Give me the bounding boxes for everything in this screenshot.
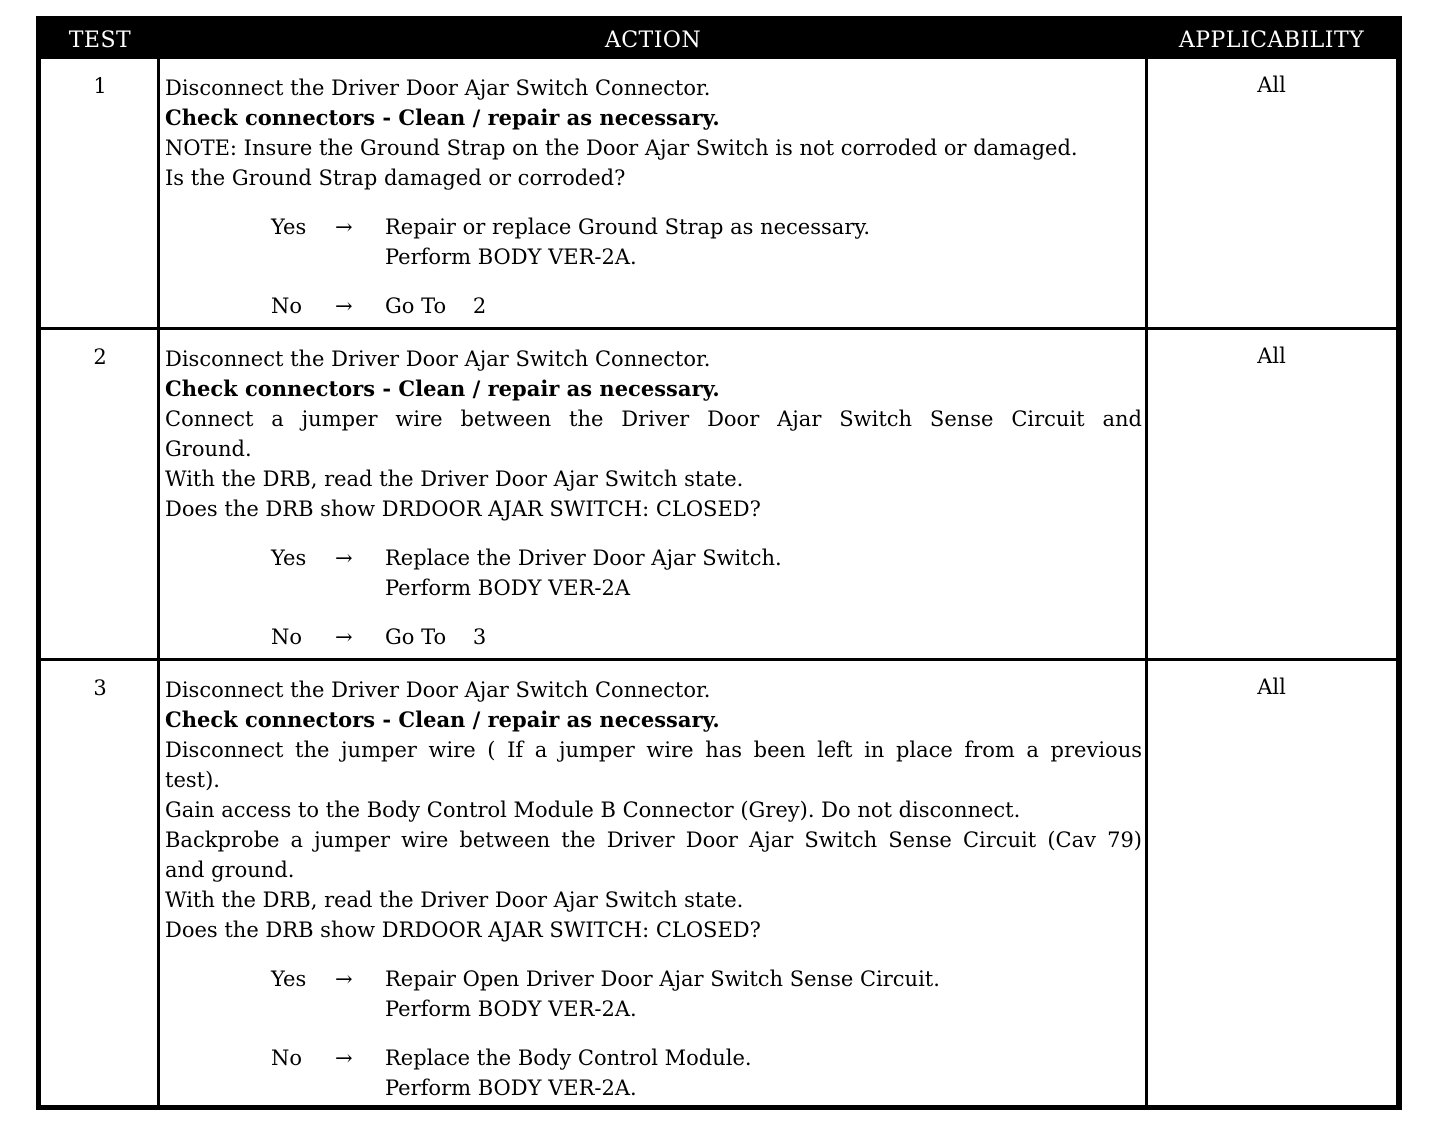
- column-divider: [1145, 59, 1148, 1105]
- action-cell: [165, 344, 1142, 652]
- no-result: Go To 3: [385, 625, 487, 649]
- header-applicability: APPLICABILITY: [1178, 28, 1365, 53]
- yes-branch: [165, 212, 1142, 242]
- action-line: Disconnect the Driver Door Ajar Switch Connector.: [165, 678, 711, 702]
- applicability-value: All: [1257, 344, 1286, 368]
- action-question: Is the Ground Strap damaged or corroded?: [165, 166, 626, 190]
- action-question: Does the DRB show DRDOOR AJAR SWITCH: CLOSED?: [165, 918, 761, 942]
- no-branch-cont: [165, 1073, 1142, 1103]
- yes-result: Perform BODY VER-2A: [385, 576, 631, 600]
- action-line: With the DRB, read the Driver Door Ajar Switch state.: [165, 467, 744, 491]
- header-test: TEST: [68, 28, 132, 53]
- no-result: Perform BODY VER-2A.: [385, 1076, 637, 1100]
- header-action: ACTION: [604, 28, 702, 53]
- no-label: No: [271, 625, 303, 649]
- arrow-icon: →: [335, 1046, 353, 1070]
- yes-branch: [165, 964, 1142, 994]
- applicability-value: All: [1257, 675, 1286, 699]
- no-result: Replace the Body Control Module.: [385, 1046, 752, 1070]
- action-line: and ground.: [165, 858, 295, 882]
- action-cell: [165, 675, 1142, 1103]
- yes-result: Repair or replace Ground Strap as necessary.: [385, 215, 871, 239]
- row-divider: [41, 327, 1396, 330]
- test-number: 2: [93, 345, 107, 369]
- yes-label: Yes: [271, 215, 307, 239]
- action-cell: [165, 73, 1142, 321]
- action-line: With the DRB, read the Driver Door Ajar Switch state.: [165, 888, 744, 912]
- yes-branch-cont: [165, 242, 1142, 272]
- arrow-icon: →: [335, 967, 353, 991]
- column-divider: [157, 59, 160, 1105]
- yes-branch-cont: [165, 994, 1142, 1024]
- test-number: 1: [93, 74, 107, 98]
- diagnostic-test-table: [36, 16, 1402, 1110]
- action-line-bold: Check connectors - Clean / repair as necessary.: [165, 707, 720, 732]
- no-label: No: [271, 294, 303, 318]
- yes-result: Replace the Driver Door Ajar Switch.: [385, 546, 782, 570]
- action-question: Does the DRB show DRDOOR AJAR SWITCH: CLOSED?: [165, 497, 761, 521]
- yes-result: Perform BODY VER-2A.: [385, 997, 637, 1021]
- arrow-icon: →: [335, 546, 353, 570]
- action-line: Connect a jumper wire between the Driver Door Ajar Switch Sense Circuit and: [165, 407, 1142, 431]
- action-line: Disconnect the jumper wire ( If a jumper wire has been left in place from a previous: [165, 738, 1142, 762]
- no-branch: [165, 291, 1142, 321]
- no-branch: [165, 1043, 1142, 1073]
- row-divider: [41, 658, 1396, 661]
- table-header: [41, 21, 1396, 59]
- action-note: NOTE: Insure the Ground Strap on the Door Ajar Switch is not corroded or damaged.: [165, 136, 1078, 160]
- arrow-icon: →: [335, 625, 353, 649]
- no-result: Go To 2: [385, 294, 487, 318]
- action-line: Disconnect the Driver Door Ajar Switch Connector.: [165, 347, 711, 371]
- yes-branch: [165, 543, 1142, 573]
- yes-result: Perform BODY VER-2A.: [385, 245, 637, 269]
- action-line: test).: [165, 768, 220, 792]
- action-line: Ground.: [165, 437, 252, 461]
- action-line-bold: Check connectors - Clean / repair as necessary.: [165, 105, 720, 130]
- yes-label: Yes: [271, 546, 307, 570]
- arrow-icon: →: [335, 215, 353, 239]
- no-label: No: [271, 1046, 303, 1070]
- action-line: Gain access to the Body Control Module B Connector (Grey). Do not disconnect.: [165, 798, 1021, 822]
- yes-branch-cont: [165, 573, 1142, 603]
- applicability-value: All: [1257, 73, 1286, 97]
- test-number: 3: [93, 676, 107, 700]
- yes-label: Yes: [271, 967, 307, 991]
- no-branch: [165, 622, 1142, 652]
- arrow-icon: →: [335, 294, 353, 318]
- action-line: Backprobe a jumper wire between the Driver Door Ajar Switch Sense Circuit (Cav 79): [165, 828, 1142, 852]
- action-line-bold: Check connectors - Clean / repair as necessary.: [165, 376, 720, 401]
- yes-result: Repair Open Driver Door Ajar Switch Sense Circuit.: [385, 967, 940, 991]
- action-line: Disconnect the Driver Door Ajar Switch Connector.: [165, 76, 711, 100]
